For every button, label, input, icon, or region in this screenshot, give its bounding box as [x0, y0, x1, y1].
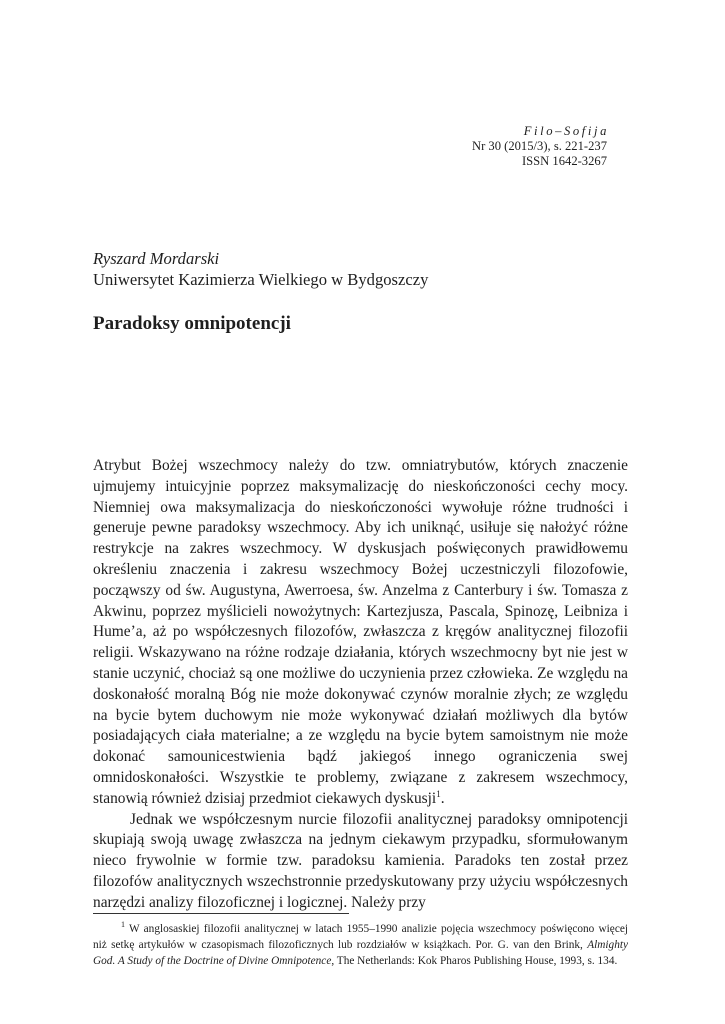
article-body — [93, 456, 628, 914]
body-paragraph-2 — [93, 810, 628, 914]
author-affiliation: Uniwersytet Kazimierza Wielkiego w Bydgoszczy — [93, 270, 429, 289]
footnote-1 — [93, 921, 628, 969]
footnote-ref-1: 1 — [436, 788, 441, 799]
footnote-book-title: Almighty God. A Study of the Doctrine of Divine Omnipotence — [93, 939, 628, 967]
journal-header — [472, 124, 607, 169]
author-name: Ryszard Mordarski — [93, 249, 220, 268]
journal-issn: ISSN 1642-3267 — [521, 154, 607, 168]
footnote-paragraph — [93, 921, 628, 969]
journal-name: Filo–Sofija — [523, 124, 609, 138]
footnote-text-after: , The Netherlands: Kok Pharos Publishing House, 1993, s. 134. — [331, 955, 618, 967]
paragraph-2-text: Jednak we współczesnym nurcie filozofii analitycznej paradoksy omnipotencji skupiają swoją uwagę zwłaszcza na jednym ciekawym przypadku, sformułowanym nieco frywolnie w formie tzw. paradoksu kamienia. Paradoks ten został przez filozofów analitycznych wszechstronnie przedyskutowany przy użyciu współczesnych narzędzi analizy filozoficznej i logicznej. Należy przy — [93, 810, 628, 911]
journal-issue: Nr 30 (2015/3), s. 221-237 — [471, 139, 607, 153]
author-block — [93, 248, 428, 290]
footnote-number: 1 — [121, 920, 125, 930]
paragraph-1-text: Atrybut Bożej wszechmocy należy do tzw. omniatrybutów, których znaczenie ujmujemy intuicyjnie poprzez maksymalizację do nieskończoności cechy mocy. Niemniej owa maksymalizacja do nieskończoności wywołuje różne trudności i generuje pewne paradoksy wszechmocy. Aby ich uniknąć, usiłuje się nałożyć różne restrykcje na zakres wszechmocy. W dyskusjach poświęconych prawidłowemu określeniu znaczenia i zakresu wszechmocy Bożej uczestniczyli filozofowie, począwszy od św. Augustyna, Awerroesa, św. Anzelma z Canterbury i św. Tomasza z Akwinu, poprzez myślicieli nowożytnych: Kartezjusza, Pascala, Spinozę, Leibniza i Hume’a, aż po współczesnych filozofów, zwłaszcza z kręgów analitycznej filozofii religii. Wskazywano na różne rodzaje działania, których wszechmocny byt nie jest w stanie uczynić, chociaż są one możliwe do uczynienia przez człowieka. Ze względu na doskonałość moralną Bóg nie może dokonywać czynów moralnie złych; ze względu na bycie bytem duchowym nie może wykonywać działań możliwych dla bytów posiadających ciała materialne; a ze względu na bycie bytem samoistnym nie może dokonać samounicestwienia bądź jakiegoś innego ograniczenia swej omnidoskonałości. Wszystkie te problemy, związane z zakresem wszechmocy, stanowią również dzisiaj przedmiot ciekawych dyskusji — [93, 457, 628, 807]
body-paragraph-1: Atrybut Bożej wszechmocy należy do tzw. omniatrybutów, których znaczenie ujmujemy intuicyjnie poprzez maksymalizację do nieskończoności cechy mocy. Niemniej owa maksymalizacja do nieskończoności wywołuje różne trudności i generuje pewne paradoksy wszechmocy. Aby ich uniknąć, usiłuje się nałożyć różne restrykcje na zakres wszechmocy. W dyskusjach poświęconych prawidłowemu określeniu znaczenia i zakresu wszechmocy Bożej uczestniczyli filozofowie, począwszy od św. Augustyna, Awerroesa, św. Anzelma z Canterbury i św. Tomasza z Akwinu, poprzez myślicieli nowożytnych: Kartezjusza, Pascala, Spinozę, Leibniza i Hume’a, aż po współczesnych filozofów, zwłaszcza z kręgów analitycznej filozofii religii. Wskazywano na różne rodzaje działania, których wszechmocny byt nie jest w stanie uczynić, chociaż są one możliwe do uczynienia przez człowieka. Ze względu na doskonałość moralną Bóg nie może dokonywać czynów moralnie złych; ze względu na bycie bytem duchowym nie może wykonywać działań możliwych dla bytów posiadających ciała materialne; a ze względu na bycie bytem samoistnym nie może dokonać samounicestwienia bądź jakiegoś innego ograniczenia swej omnidoskonałości. Wszystkie te problemy, związane z zakresem wszechmocy, stanowią również dzisiaj przedmiot ciekawych dyskusji$^1$. — [93, 457, 628, 807]
article-title: Paradoksy omnipotencji — [93, 313, 291, 334]
footnote-text-before: W anglosaskiej filozofii analitycznej w latach 1955–1990 analizie pojęcia wszechmocy poświęcono więcej niż setkę artykułów w czasopismach filozoficznych lub rozdziałów w książkach. Por. G. van den Brink, — [93, 923, 628, 951]
footnote-separator — [93, 913, 349, 914]
